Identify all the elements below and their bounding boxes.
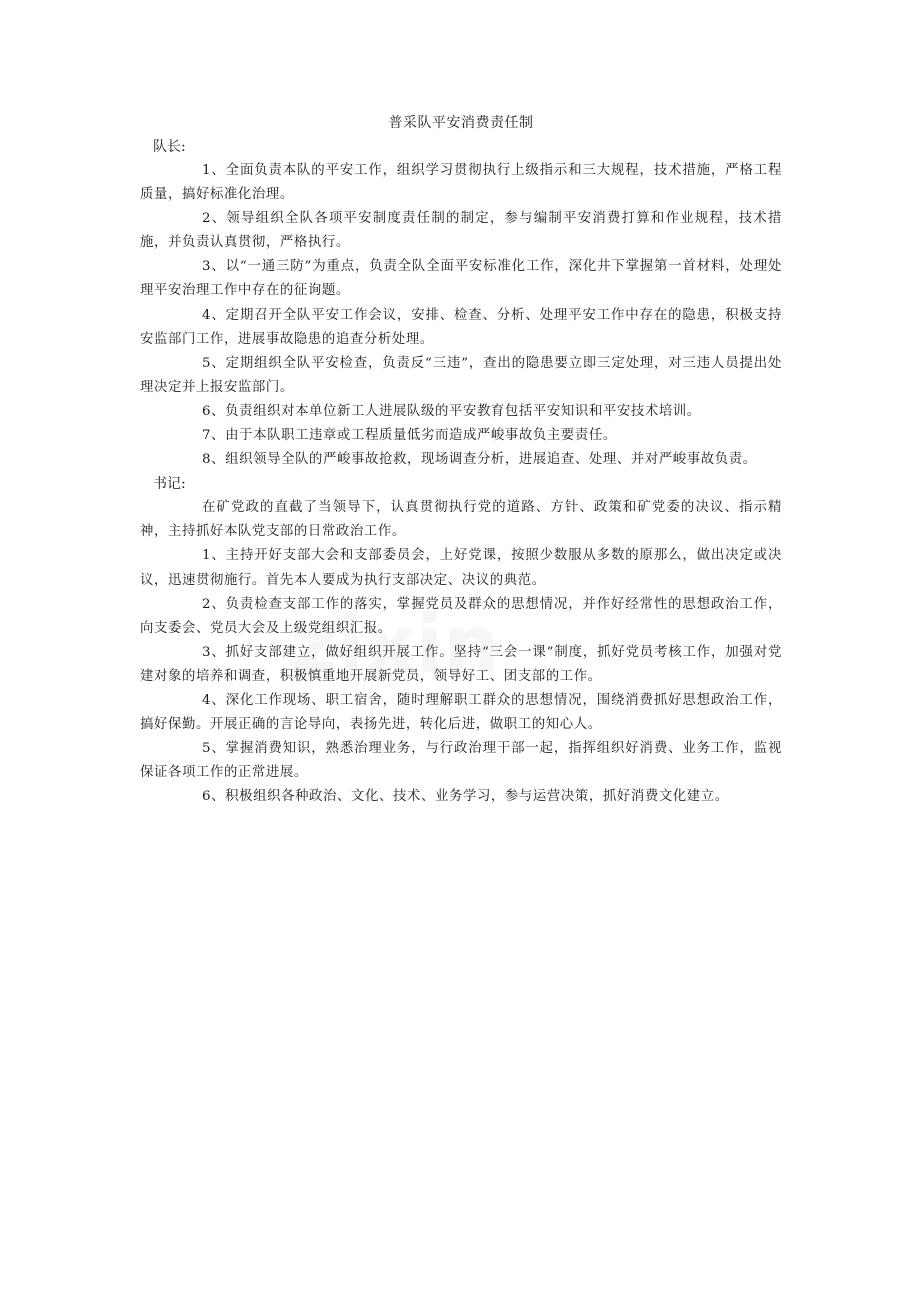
- secretary-duty-3: 3、抓好支部建立，做好组织开展工作。坚持“三会一课”制度，抓好党员考核工作，加强对党建对象的培养和调查，积极慎重地开展新党员，领导好工、团支部的工作。: [140, 644, 782, 684]
- secretary-intro: 在矿党政的直截了当领导下，认真贯彻执行党的道路、方针、政策和矿党委的决议、指示精神，主持抓好本队党支部的日常政治工作。: [140, 500, 782, 540]
- captain-duty-1: 1、全面负责本队的平安工作，组织学习贯彻执行上级指示和三大规程，技术措施，严格工程质量，搞好标准化治理。: [140, 163, 782, 203]
- document-page: [140, 111, 782, 809]
- captain-duty-4: 4、定期召开全队平安工作会议，安排、检查、分析、处理平安工作中存在的隐患，积极支持安监部门工作，进展事故隐患的追查分析处理。: [140, 307, 782, 347]
- secretary-duty-2: 2、负责检查支部工作的落实，掌握党员及群众的思想情况，并作好经常性的思想政治工作，向支委会、党员大会及上级党组织汇报。: [140, 596, 782, 636]
- section-heading-captain: 队长:: [153, 139, 186, 155]
- section-secretary: [140, 472, 782, 809]
- captain-duty-3: 3、以“一通三防”为重点，负责全队全面平安标准化工作，深化井下掌握第一首材料，处理处理平安治理工作中存在的征询题。: [140, 259, 782, 299]
- section-captain: [140, 135, 782, 472]
- captain-duty-6: 6、负责组织对本单位新工人进展队级的平安教育包括平安知识和平安技术培训。: [202, 403, 701, 419]
- secretary-duty-5: 5、掌握消费知识，熟悉治理业务，与行政治理干部一起，指挥组织好消费、业务工作，监视保证各项工作的正常进展。: [140, 741, 782, 781]
- captain-duty-7: 7、由于本队职工违章或工程质量低劣而造成严峻事故负主要责任。: [202, 428, 617, 444]
- section-heading-secretary: 书记:: [153, 476, 186, 493]
- secretary-duty-6: 6、积极组织各种政治、文化、技术、业务学习，参与运营决策，抓好消费文化建立。: [202, 789, 729, 805]
- secretary-duty-1: 1、主持开好支部大会和支部委员会，上好党课，按照少数服从多数的原那么，做出决定或决议，迅速贯彻施行。首先本人要成为执行支部决定、决议的典范。: [140, 548, 782, 588]
- secretary-duty-4: 4、深化工作现场、职工宿舍，随时理解职工群众的思想情况，围绕消费抓好思想政治工作，搞好保勤。开展正确的言论导向，表扬先进，转化后进，做职工的知心人。: [140, 692, 782, 733]
- captain-duty-8: 8、组织领导全队的严峻事故抢救，现场调查分析，进展追查、处理、并对严峻事故负责。: [202, 452, 757, 468]
- captain-duty-2: 2、领导组织全队各项平安制度责任制的制定，参与编制平安消费打算和作业规程，技术措施，并负责认真贯彻，严格执行。: [140, 211, 782, 251]
- document-title: 普采队平安消费责任制: [388, 115, 534, 131]
- captain-duty-5: 5、定期组织全队平安检查，负责反“三违”，查出的隐患要立即三定处理，对三违人员提出处理决定并上报安监部门。: [140, 355, 782, 395]
